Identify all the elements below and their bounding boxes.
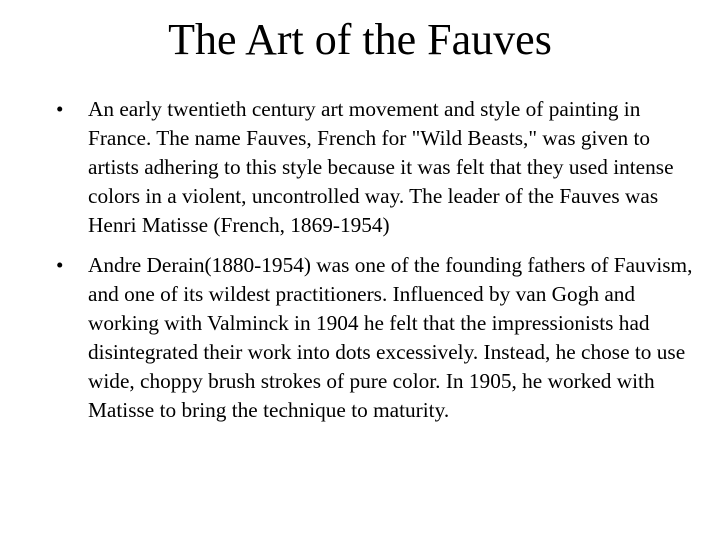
bullet-dot-icon: • <box>56 97 64 121</box>
bullet-item-fauves-definition <box>56 95 696 240</box>
bullet-list <box>56 95 696 436</box>
bullet-text: Andre Derain(1880-1954) was one of the founding fathers of Fauvism, and one of its wildest practitioners. Influenced by van Gogh and working with Valminck in 1904 he felt that the impressionists had disintegrated their work into dots excessively. Instead, he chose to use wide, choppy brush strokes of pure color. In 1905, he worked with Matisse to bring the technique to maturity. <box>88 253 693 422</box>
bullet-item-andre-derain <box>56 251 696 425</box>
slide-title: The Art of the Fauves <box>168 15 552 64</box>
bullet-dot-icon: • <box>56 253 64 277</box>
bullet-text: An early twentieth century art movement and style of painting in France. The name Fauves, French for "Wild Beasts," was given to artists adhering to this style because it was felt that they used intense colors in a violent, uncontrolled way. The leader of the Fauves was Henri Matisse (French, 1869-1954) <box>88 97 674 237</box>
